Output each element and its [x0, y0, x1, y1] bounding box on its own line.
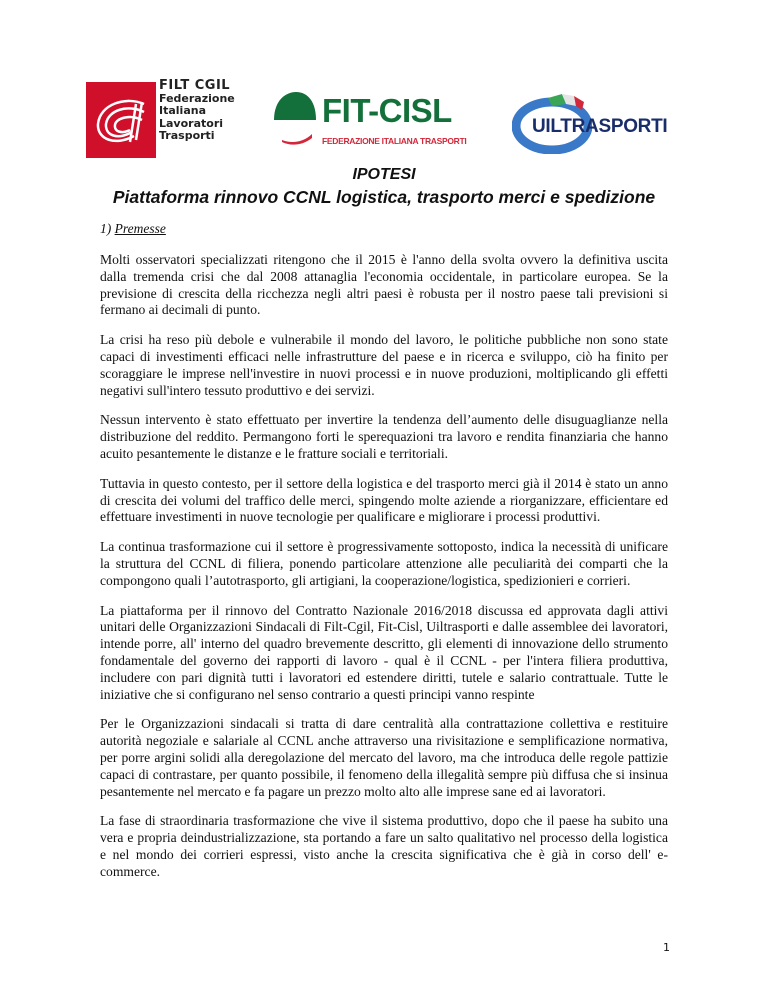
paragraph: Per le Organizzazioni sindacali si tratta di dare centralità alla contrattazione collettiva e restituire autorità negoziale e salariale al CCNL anche attraverso una rivisitazione e semplificazione normativa, per porre argini solidi alla deregolazione del mercato del lavoro, ma che introduca delle regole pattizie capaci di contrastare, per quanto possibile, il fenomeno della illegalità sempre più diffusa che si insinua pesantemente nel mercato e fa pagare un prezzo molto alto alle imprese sane ed ai lavoratori. [100, 716, 668, 799]
document-body [100, 252, 668, 894]
paragraph: La fase di straordinaria trasformazione che vive il sistema produttivo, dopo che il paese ha subito una vera e propria deindustrializzazione, sta portando a fare un salto qualitativo nel processo della logistica e nel mondo dei corrieri espressi, visto anche la crescita significativa che è già in corso dell' e-commerce. [100, 813, 668, 879]
filt-cgil-line: Lavoratori [159, 116, 224, 130]
filt-cgil-logo [86, 78, 236, 160]
filt-cgil-line: Italiana [159, 104, 206, 117]
page-number: 1 [663, 941, 670, 954]
uiltrasporti-logo [512, 92, 692, 152]
document-subtitle: Piattaforma rinnovo CCNL logistica, trasporto merci e spedizione [112, 187, 656, 207]
paragraph: La piattaforma per il rinnovo del Contratto Nazionale 2016/2018 discussa ed approvata dagli attivi unitari delle Organizzazioni Sindacali di Filt-Cgil, Fit-Cisl, Uiltrasporti e dalle assemblee dei lavoratori, intende porre, all' interno del quadro brevemente descritto, gli elementi di innovazione dello strumento fondamentale del governo dei rapporti di lavoro - qual è il CCNL - per l'intera filiera produttiva, includere con pari dignità tutti i lavoratori ed estendere diritti, tutele e salario contrattuale. Tutte le iniziative che si configurano nel senso contrario a questi principi vanno respinte [100, 602, 668, 702]
section-label: Premesse [114, 221, 166, 236]
paragraph: Molti osservatori specializzati ritengono che il 2015 è l'anno della svolta ovvero la definitiva uscita dalla tremenda crisi che dal 2008 attanaglia l'economia occidentale, in particolare europea. Se la previsione di crescita della ricchezza negli altri paesi è robusta per il nostro paese tali previsioni si fermano ai decimali di punto. [100, 252, 668, 318]
paragraph: Tuttavia in questo contesto, per il settore della logistica e del trasporto merci già il 2014 è stato un anno di crescita dei volumi del traffico delle merci, spingendo molte aziende a riorganizzare, efficientare ed effettuare investimenti in nuove tecnologie per qualificare e migliorare i processi produttivi. [100, 475, 668, 525]
filt-cgil-emblem-icon [86, 82, 156, 158]
uiltrasporti-title: UILTRASPORTI [532, 116, 668, 137]
paragraph: La continua trasformazione cui il settore è progressivamente sottoposto, indica la necessità di unificare la struttura del CCNL di filiera, ponendo particolare attenzione alle peculiarità dei comparti che la compongono quali l’autotrasporto, gli artigiani, la cooperazione/logistica, spedizionieri e corrieri. [100, 539, 668, 588]
logo-bar [0, 78, 768, 178]
document-title: IPOTESI [352, 166, 416, 183]
paragraph: La crisi ha reso più debole e vulnerabile il mondo del lavoro, le politiche pubbliche non sono state capaci di investimenti efficaci nelle infrastrutture del paese e in ricerca e sviluppo, ciò ha finito per scoraggiare le imprese nell'investire in nuovi processi e in nuove produzioni, moltiplicando gli effetti negativi sull'intero tessuto produttivo e dei servizi. [100, 332, 668, 398]
fit-cisl-emblem-icon [272, 90, 318, 146]
filt-cgil-title: FILT CGIL [159, 78, 231, 93]
section-number: 1) [100, 221, 112, 236]
section-heading [100, 221, 166, 237]
fit-cisl-subtitle: FEDERAZIONE ITALIANA TRASPORTI [322, 136, 467, 146]
fit-cisl-logo [272, 90, 492, 160]
filt-cgil-line: Trasporti [159, 129, 215, 142]
fit-cisl-title: FIT-CISL [322, 92, 452, 129]
filt-cgil-line: Federazione [159, 91, 235, 105]
paragraph: Nessun intervento è stato effettuato per invertire la tendenza dell’aumento delle disuguaglianze nella distribuzione del reddito. Permangono forti le sperequazioni tra lavoro e rendita finanziaria che hanno acuito pesantemente le distanze e le fratture sociali e territoriali. [100, 412, 668, 461]
